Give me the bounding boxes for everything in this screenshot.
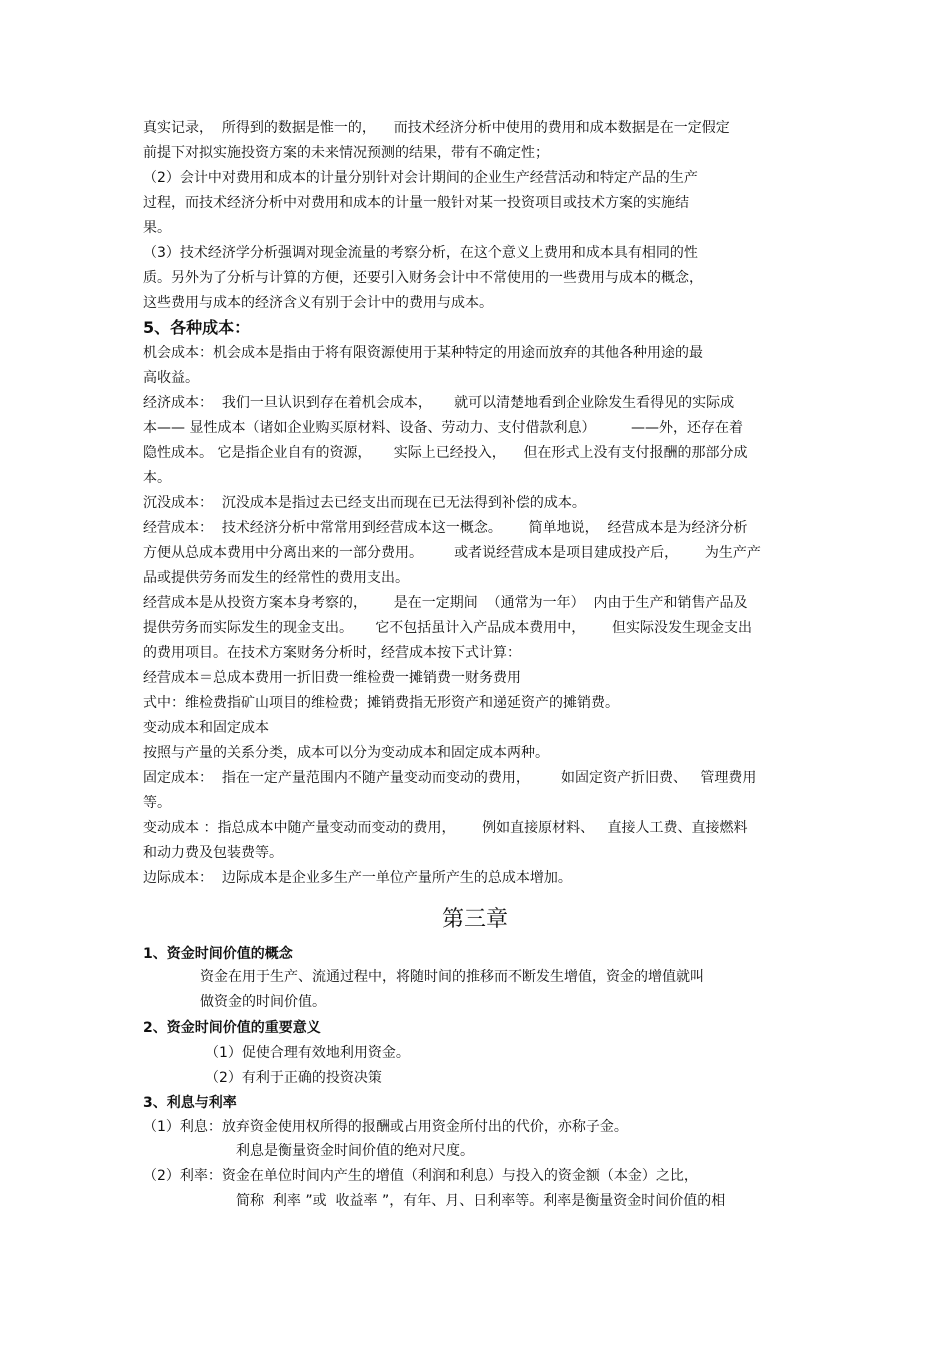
text-line: 资金在用于生产、流通过程中，将随时间的推移而不断发生增值，资金的增值就叫 xyxy=(200,969,704,985)
text-line: 真实记录， 所得到的数据是惟一的， 而技术经济分析中使用的费用和成本数据是在一定假定 xyxy=(143,120,730,136)
text-line: 做资金的时间价值。 xyxy=(200,994,326,1010)
list-item: （1）促使合理有效地利用资金。 xyxy=(205,1045,410,1061)
text-line: 利息是衡量资金时间价值的绝对尺度。 xyxy=(236,1143,474,1159)
text-line: （2）利率：资金在单位时间内产生的增值（利润和利息）与投入的资金额（本金）之比， xyxy=(143,1168,698,1184)
text-line: 提供劳务而实际发生的现金支出。 它不包括虽计入产品成本费用中， 但实际没发生现金支出 xyxy=(143,620,752,636)
text-line: 机会成本：机会成本是指由于将有限资源使用于某种特定的用途而放弃的其他各种用途的最 xyxy=(143,345,703,361)
text-line: 变动成本 ：指总成本中随产量变动而变动的费用， 例如直接原材料、 直接人工费、直接燃料 xyxy=(143,820,748,836)
text-line: 前提下对拟实施投资方案的未来情况预测的结果，带有不确定性； xyxy=(143,145,549,161)
text-line: 的费用项目。在技术方案财务分析时，经营成本按下式计算： xyxy=(143,645,521,661)
text-line: 经济成本： 我们一旦认识到存在着机会成本， 就可以清楚地看到企业除发生看得见的实际成 xyxy=(143,395,735,411)
text-line: 过程，而技术经济分析中对费用和成本的计量一般针对某一投资项目或技术方案的实施结 xyxy=(143,195,689,211)
chapter-item-heading: 1、资金时间价值的概念 xyxy=(143,946,293,962)
text-line: 按照与产量的关系分类，成本可以分为变动成本和固定成本两种。 xyxy=(143,745,549,761)
text-line: 本—— 显性成本（诸如企业购买原材料、设备、劳动力、支付借款利息） ——外，还存在着 xyxy=(143,420,744,436)
text-line: 经营成本是从投资方案本身考察的， 是在一定期间 （通常为一年） 内由于生产和销售产品及 xyxy=(143,595,748,611)
text-line: 简称 利率 ”或 收益率 ”，有年、月、日利率等。利率是衡量资金时间价值的相 xyxy=(236,1193,726,1209)
text-line: 品或提供劳务而发生的经常性的费用支出。 xyxy=(143,570,409,586)
text-line: 本。 xyxy=(143,470,171,486)
text-line: 质。另外为了分析与计算的方便，还要引入财务会计中不常使用的一些费用与成本的概念， xyxy=(143,270,703,286)
text-line: 固定成本： 指在一定产量范围内不随产量变动而变动的费用， 如固定资产折旧费、 管理费用 xyxy=(143,770,757,786)
chapter-title: 第三章 xyxy=(441,907,508,932)
text-line: 边际成本： 边际成本是企业多生产一单位产量所产生的总成本增加。 xyxy=(143,870,572,886)
text-line: 方便从总成本费用中分离出来的一部分费用。 或者说经营成本是项目建成投产后， 为生产产 xyxy=(143,545,761,561)
list-item: （2）有利于正确的投资决策 xyxy=(205,1070,382,1086)
text-line: 隐性成本。 它是指企业自有的资源， 实际上已经投入， 但在形式上没有支付报酬的那部分成 xyxy=(143,445,748,461)
text-line: 沉没成本： 沉没成本是指过去已经支出而现在已无法得到补偿的成本。 xyxy=(143,495,586,511)
subheading: 变动成本和固定成本 xyxy=(143,720,269,736)
section-heading: 5、各种成本： xyxy=(143,318,251,337)
chapter-item-heading: 3、利息与利率 xyxy=(143,1095,237,1111)
formula-line: 经营成本＝总成本费用一折旧费一维检费一摊销费一财务费用 xyxy=(143,670,521,686)
text-line: 式中：维检费指矿山项目的维检费；摊销费指无形资产和递延资产的摊销费。 xyxy=(143,695,619,711)
text-line: （3）技术经济学分析强调对现金流量的考察分析，在这个意义上费用和成本具有相同的性 xyxy=(143,245,698,261)
text-line: 高收益。 xyxy=(143,370,199,386)
text-line: 和动力费及包装费等。 xyxy=(143,845,283,861)
text-line: 果。 xyxy=(143,220,171,236)
text-line: （2）会计中对费用和成本的计量分别针对会计期间的企业生产经营活动和特定产品的生产 xyxy=(143,170,698,186)
text-line: 经营成本： 技术经济分析中常常用到经营成本这一概念。 简单地说， 经营成本是为经济分析 xyxy=(143,520,748,536)
chapter-item-heading: 2、资金时间价值的重要意义 xyxy=(143,1020,321,1036)
text-line: 这些费用与成本的经济含义有别于会计中的费用与成本。 xyxy=(143,295,493,311)
text-line: （1）利息：放弃资金使用权所得的报酬或占用资金所付出的代价，亦称子金。 xyxy=(143,1119,628,1135)
text-line: 等。 xyxy=(143,795,171,811)
